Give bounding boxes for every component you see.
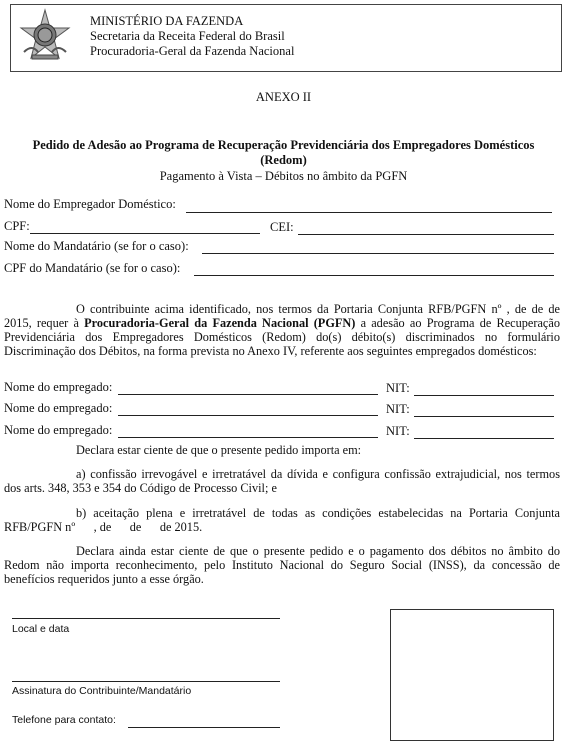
procuradoria-name: Procuradoria-Geral da Fazenda Nacional — [90, 44, 295, 58]
title-line-1: Pedido de Adesão ao Programa de Recuperação Previdenciária dos Empregadores Domésticos — [32, 138, 535, 152]
document-title — [10, 138, 557, 168]
employee-name-field-2[interactable] — [118, 415, 378, 416]
secretariat-name: Secretaria da Receita Federal do Brasil — [90, 29, 285, 43]
cei-field[interactable] — [298, 234, 554, 235]
signature-field[interactable] — [12, 681, 280, 682]
phone-label: Telefone para contato: — [12, 714, 116, 726]
brazil-coat-of-arms-icon — [18, 8, 72, 62]
document-subtitle: Pagamento à Vista – Débitos no âmbito da PGFN — [159, 169, 408, 183]
declaration-item-a: a) confissão irrevogável e irretratável da dívida e configura confissão extrajudicial, nos termos dos arts. 348, 353 e 354 do Código de Processo Civil; e — [4, 467, 560, 495]
cei-label: CEI: — [270, 220, 294, 234]
declaration-intro: Declara estar ciente de que o presente pedido importa em: — [76, 443, 362, 457]
cpf-label: CPF: — [4, 219, 30, 233]
header-text — [90, 14, 294, 59]
agent-name-label: Nome do Mandatário (se for o caso): — [4, 239, 189, 253]
employer-name-field[interactable] — [186, 212, 552, 213]
signature-label: Assinatura do Contribuinte/Mandatário — [12, 685, 192, 697]
agent-cpf-label: CPF do Mandatário (se for o caso): — [4, 261, 181, 275]
intro-paragraph — [4, 302, 560, 358]
declaration-second: Declara ainda estar ciente de que o presente pedido e o pagamento dos débitos no âmbito do Redom não importa reconhecimento, pelo Instituto Nacional do Seguro Social (INSS), da concessão de benefícios requeridos junto a esse órgão. — [4, 544, 560, 586]
title-line-2: (Redom) — [260, 153, 307, 167]
ministry-name: MINISTÉRIO DA FAZENDA — [90, 14, 244, 28]
nit-label-1: NIT: — [386, 381, 410, 395]
cpf-field[interactable] — [30, 233, 260, 234]
employee-name-field-1[interactable] — [118, 394, 378, 395]
employer-name-label: Nome do Empregador Doméstico: — [4, 197, 176, 211]
intro-pgfn-bold: Procuradoria-Geral da Fazenda Nacional (PGFN) — [84, 316, 356, 330]
agent-cpf-field[interactable] — [194, 275, 554, 276]
employee-name-field-3[interactable] — [118, 437, 378, 438]
annex-label: ANEXO II — [255, 90, 312, 104]
intro-text-2: a adesão ao Programa de Recuperação Previdenciária dos Empregadores Domésticos (Redom) do(s) débito(s) discriminados no formulário Discriminação dos Débitos, na forma prevista no Anexo IV, referente aos seguintes empregados domésticos: — [4, 316, 560, 358]
declaration-item-b: b) aceitação plena e irretratável de todas as condições estabelecidas na Portaria Conjunta RFB/PGFN nº , de de de 2015. — [4, 506, 564, 534]
intro-text-1: O contribuinte acima identificado, nos termos da Portaria Conjunta RFB/PGFN nº , de de de 2015, requer à — [4, 302, 560, 330]
nit-field-1[interactable] — [414, 395, 554, 396]
nit-field-3[interactable] — [414, 438, 554, 439]
employee-name-label-2: Nome do empregado: — [4, 401, 113, 415]
agent-name-field[interactable] — [202, 253, 554, 254]
nit-field-2[interactable] — [414, 416, 554, 417]
place-date-label: Local e data — [12, 623, 70, 635]
nit-label-3: NIT: — [386, 424, 410, 438]
employee-name-label-1: Nome do empregado: — [4, 380, 113, 394]
place-date-field[interactable] — [12, 618, 280, 619]
phone-field[interactable] — [128, 727, 280, 728]
stamp-box — [390, 609, 554, 741]
employee-name-label-3: Nome do empregado: — [4, 423, 113, 437]
nit-label-2: NIT: — [386, 402, 410, 416]
